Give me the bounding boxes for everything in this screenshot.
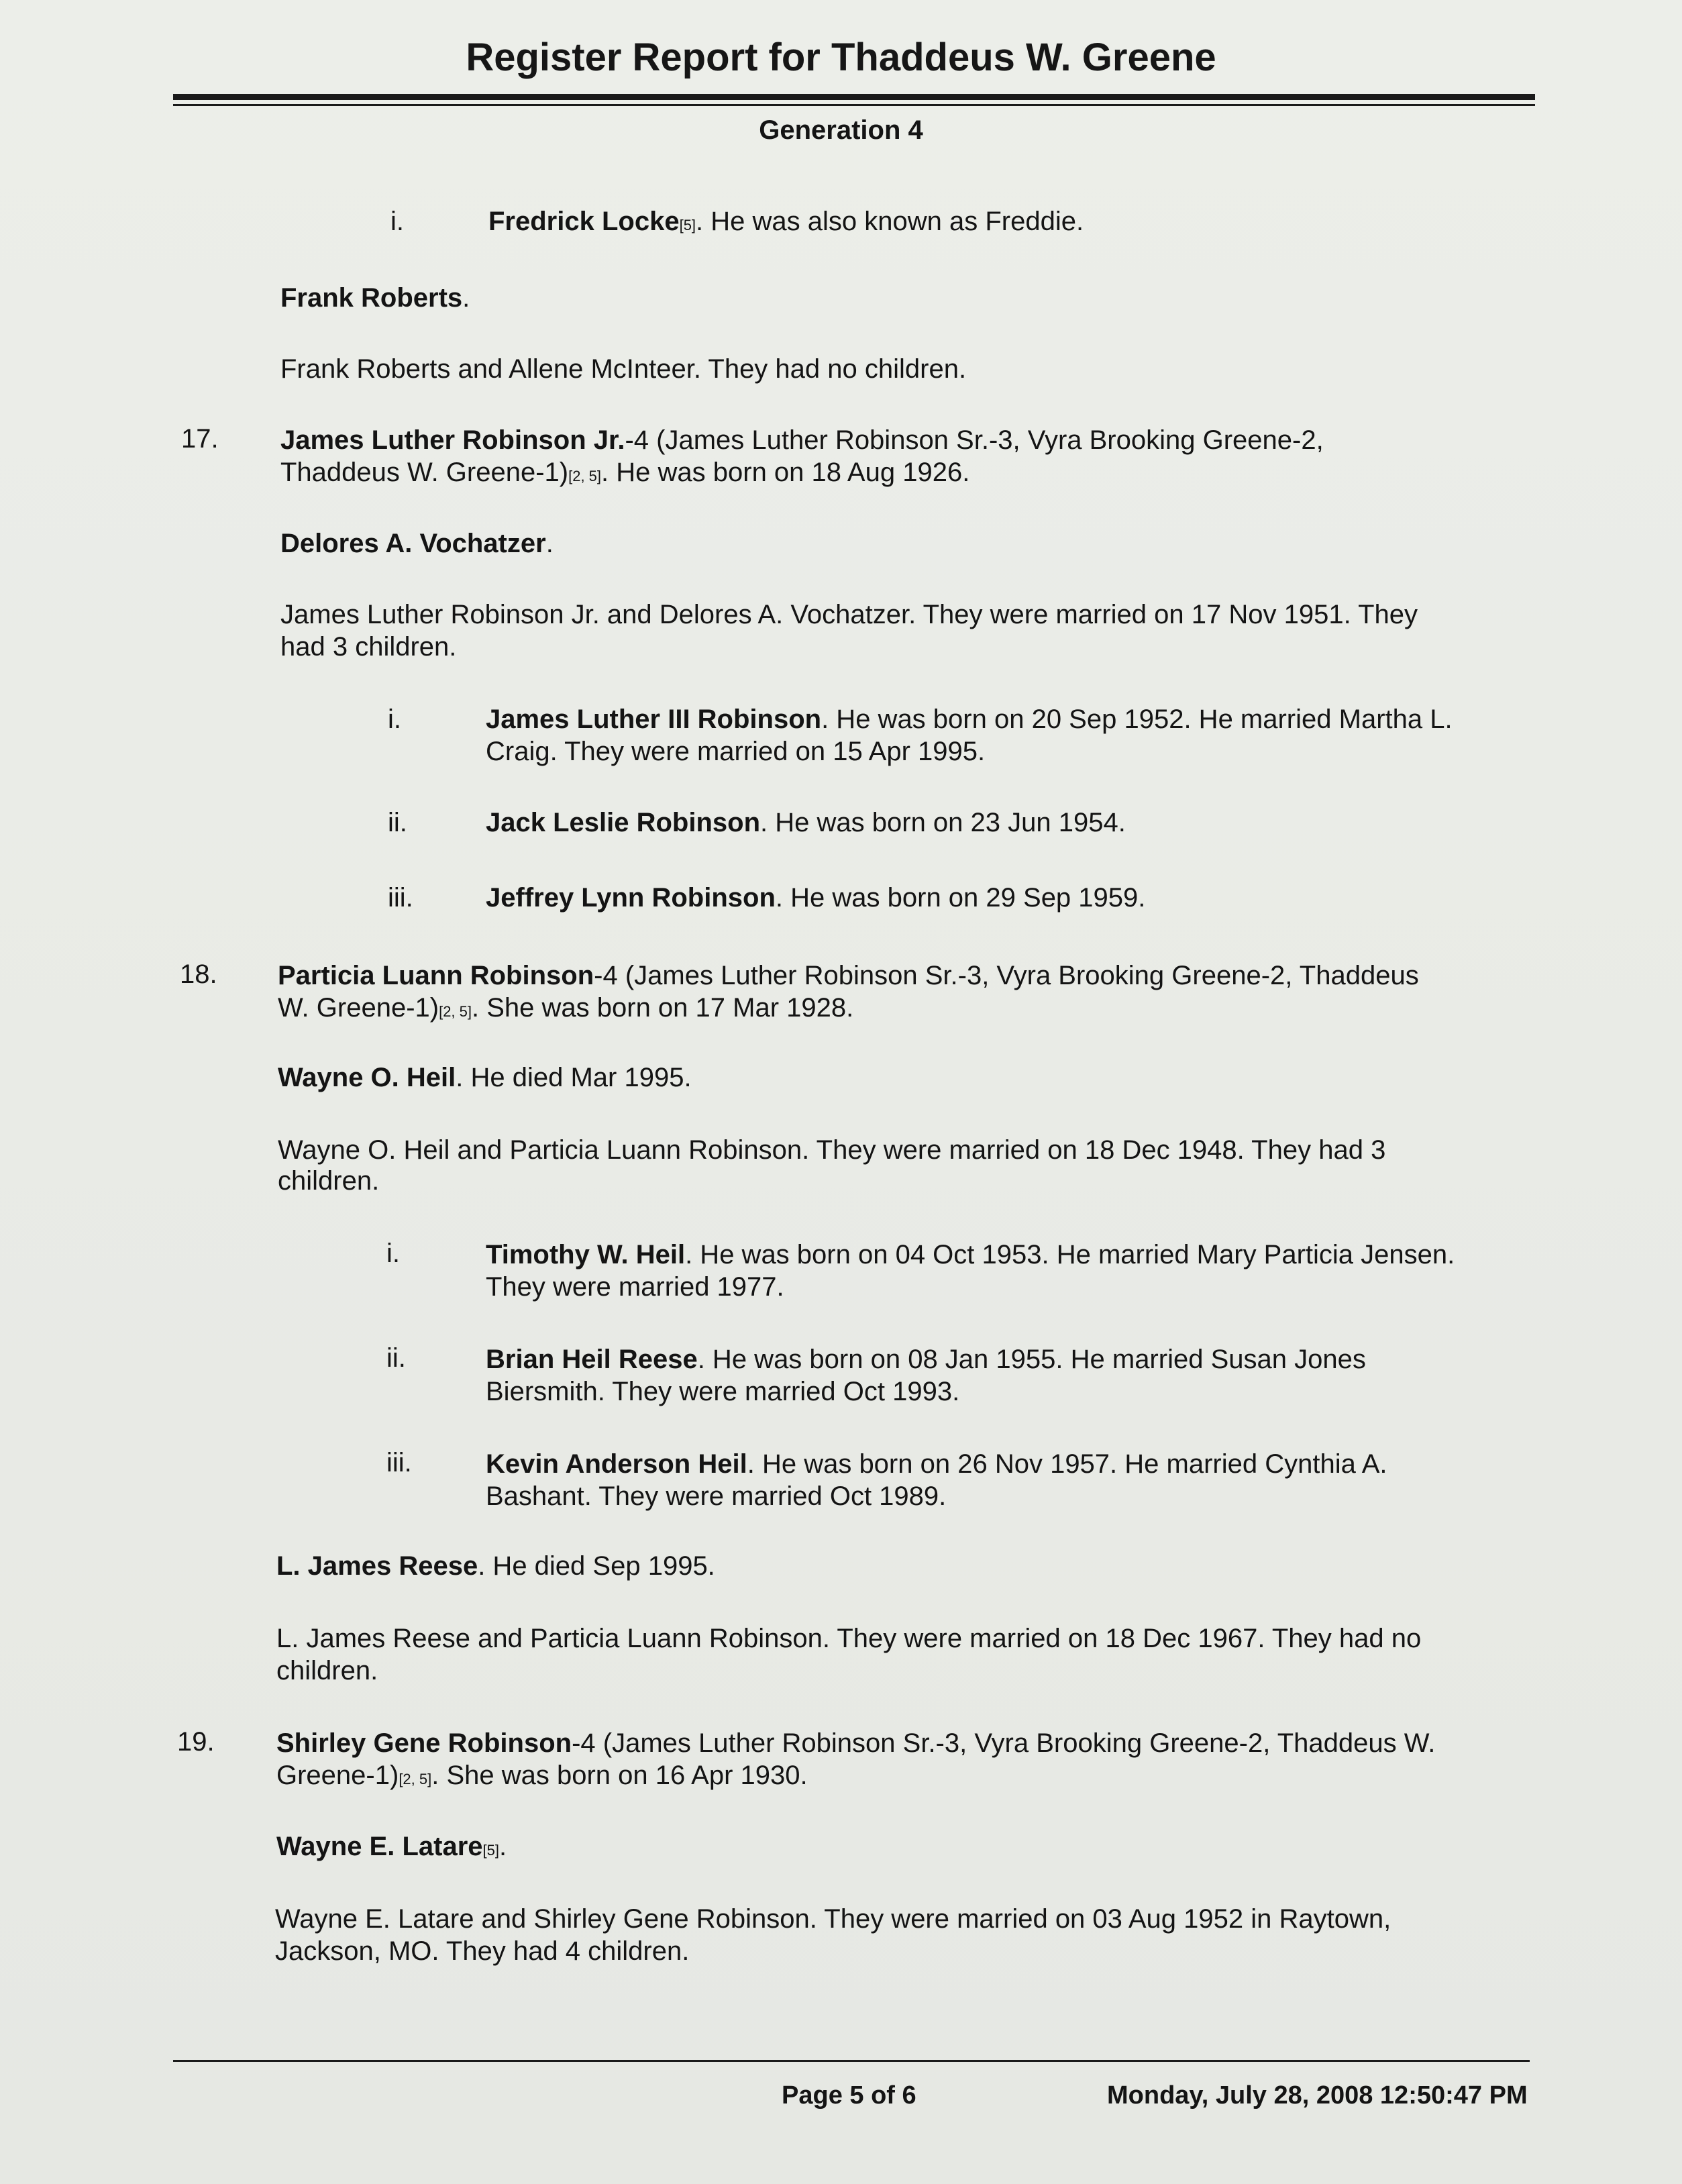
marriage-text: Wayne O. Heil and Particia Luann Robinson. They were married on 18 Dec 1948. They had 3	[278, 1135, 1386, 1165]
person-name: Jack Leslie Robinson	[486, 808, 761, 837]
child-roman: i.	[386, 1239, 400, 1268]
child-roman: ii.	[388, 808, 407, 837]
report-title: Register Report for Thaddeus W. Greene	[466, 36, 1216, 79]
child-roman: ii.	[386, 1343, 406, 1373]
entry-number: 18.	[180, 959, 217, 989]
child-entry-line2: Craig. They were married on 15 Apr 1995.	[486, 737, 986, 766]
child-entry: James Luther III Robinson. He was born on 20 Sep 1952. He married Martha L.	[486, 705, 1453, 734]
entry-18-line2: W. Greene-1)[2, 5]. She was born on 17 Mar 1928.	[278, 993, 854, 1023]
generation-heading: Generation 4	[759, 115, 923, 145]
person-name: Particia Luann Robinson	[278, 961, 594, 990]
child-entry-line2: They were married 1977.	[486, 1272, 784, 1302]
person-name: Brian Heil Reese	[486, 1345, 698, 1374]
child-entry: Brian Heil Reese. He was born on 08 Jan 1955. He married Susan Jones	[486, 1345, 1366, 1374]
child-roman: i.	[390, 207, 404, 236]
child-details: . He was also known as Freddie.	[696, 207, 1084, 236]
child-entry: Kevin Anderson Heil. He was born on 26 Nov 1957. He married Cynthia A.	[486, 1449, 1387, 1479]
person-name: Jeffrey Lynn Robinson	[486, 883, 776, 913]
marriage-text: had 3 children.	[280, 632, 457, 662]
spouse-entry: Delores A. Vochatzer.	[280, 529, 554, 558]
child-roman: iii.	[388, 883, 413, 913]
marriage-text: Frank Roberts and Allene McInteer. They had no children.	[280, 354, 967, 384]
page-number: Page 5 of 6	[782, 2081, 916, 2110]
marriage-text: children.	[276, 1656, 378, 1685]
marriage-text: James Luther Robinson Jr. and Delores A. Vochatzer. They were married on 17 Nov 1951. They	[280, 600, 1418, 629]
person-name: James Luther III Robinson	[486, 705, 822, 734]
child-entry-fredrick	[488, 205, 1084, 242]
marriage-text: L. James Reese and Particia Luann Robinson. They were married on 18 Dec 1967. They had no	[276, 1624, 1422, 1653]
spouse-entry-frank: Frank Roberts.	[280, 283, 470, 313]
person-name: Wayne O. Heil	[278, 1063, 456, 1092]
spouse-entry: Wayne E. Latare[5].	[276, 1832, 507, 1861]
source-ref: [5]	[482, 1842, 499, 1859]
entry-18-line1: Particia Luann Robinson-4 (James Luther Robinson Sr.-3, Vyra Brooking Greene-2, Thaddeus	[278, 961, 1419, 990]
source-ref: [5]	[679, 217, 696, 233]
entry-19-line2: Greene-1)[2, 5]. She was born on 16 Apr 1930.	[276, 1761, 808, 1790]
person-name: Shirley Gene Robinson	[276, 1728, 572, 1758]
child-entry-line2: Biersmith. They were married Oct 1993.	[486, 1377, 960, 1406]
entry-number: 19.	[177, 1727, 215, 1757]
child-roman: i.	[388, 705, 401, 734]
spouse-entry: L. James Reese. He died Sep 1995.	[276, 1551, 715, 1581]
entry-17-line1: James Luther Robinson Jr.-4 (James Luther Robinson Sr.-3, Vyra Brooking Greene-2,	[280, 425, 1324, 455]
footer-rule	[173, 2060, 1530, 2062]
title-rule-thick	[173, 94, 1535, 100]
spouse-entry: Wayne O. Heil. He died Mar 1995.	[278, 1063, 692, 1092]
report-timestamp: Monday, July 28, 2008 12:50:47 PM	[1107, 2081, 1528, 2110]
person-name: Delores A. Vochatzer	[280, 529, 546, 558]
person-name: Kevin Anderson Heil	[486, 1449, 747, 1479]
person-name: Timothy W. Heil	[486, 1240, 686, 1269]
person-name: Wayne E. Latare	[276, 1832, 483, 1861]
source-ref: [2, 5]	[399, 1771, 432, 1787]
person-name: Fredrick Locke	[488, 207, 680, 236]
child-entry: Jack Leslie Robinson. He was born on 23 Jun 1954.	[486, 808, 1126, 837]
entry-19-line1: Shirley Gene Robinson-4 (James Luther Robinson Sr.-3, Vyra Brooking Greene-2, Thaddeus W.	[276, 1728, 1436, 1758]
child-entry: Timothy W. Heil. He was born on 04 Oct 1953. He married Mary Particia Jensen.	[486, 1240, 1455, 1269]
marriage-text: Wayne E. Latare and Shirley Gene Robinson. They were married on 03 Aug 1952 in Raytown,	[275, 1904, 1391, 1934]
person-name: James Luther Robinson Jr.	[280, 425, 625, 455]
person-name: Frank Roberts	[280, 283, 463, 313]
person-name: L. James Reese	[276, 1551, 478, 1581]
marriage-text: Jackson, MO. They had 4 children.	[275, 1936, 690, 1966]
marriage-text: children.	[278, 1166, 380, 1196]
source-ref: [2, 5]	[439, 1003, 472, 1020]
entry-17-line2: Thaddeus W. Greene-1)[2, 5]. He was born on 18 Aug 1926.	[280, 458, 970, 487]
entry-number: 17.	[181, 424, 219, 454]
child-roman: iii.	[386, 1448, 412, 1477]
child-entry-line2: Bashant. They were married Oct 1989.	[486, 1481, 947, 1511]
source-ref: [2, 5]	[568, 468, 602, 484]
child-entry: Jeffrey Lynn Robinson. He was born on 29 Sep 1959.	[486, 883, 1146, 913]
title-rule-thin	[173, 104, 1535, 106]
